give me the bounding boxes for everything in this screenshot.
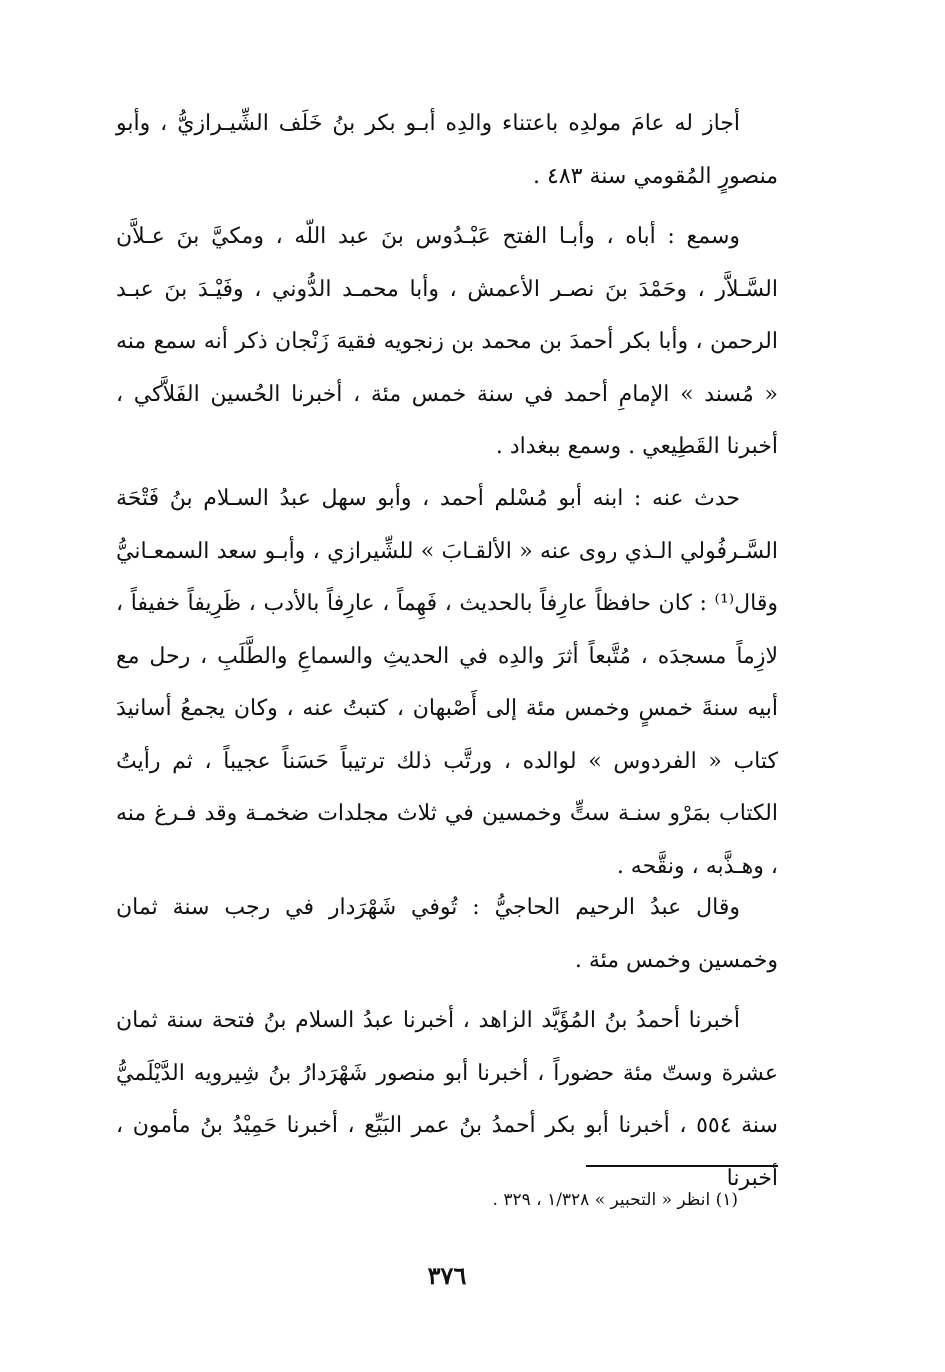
paragraph-samaa: وسمع : أباه ، وأبـا الفتح عَبْـدُوس بنَ عبد اللّه ، ومكيَّ بنَ عـلاَّن السَّـلاَّر ، وحَمْدَ بنَ نصـر الأعمش ، وأبا محمـد الدُّوني ، وفَيْـدَ بنَ عبـد الرحمن ، وأبا بكر أحمدَ بن محمد بن زنجويه فقيهَ زَنْجان ذكر أنه سمع منه « مُسند » الإمامِ أحمد في سنة خمس مئة ، أخبرنا الحُسين الفَلاَّكي ، أخبرنا القَطِيعي . وسمع ببغداد . [116,224,778,459]
footnote-divider [586,1165,778,1167]
paragraph-isnad: أخبرنا أحمدُ بنُ المُؤَيَّد الزاهد ، أخبرنا عبدُ السلام بنُ فتحة سنة ثمان عشرة وستّ مئة حضوراً ، أخبرنا أبو منصور شَهْرَدارُ بنُ شِيرويه الدَّيْلَميُّ سنة ٥٥٤ ، أخبرنا أبو بكر أحمدُ بنُ عمر البَيِّع ، أخبرنا حَمِيْدُ بنُ مأمون ، أخبرنا [116,1008,778,1191]
paragraph-ijaza: أجاز له عامَ مولدِه باعتناء والدِه أبـو بكر بنُ خَلَف الشِّيـرازيُّ ، وأبو منصورٍ المُقومي سنة ٤٨٣ . [116,111,778,189]
paragraph-wafat: وقال عبدُ الرحيم الحاجيُّ : تُوفي شَهْرَدار في رجب سنة ثمان وخمسين وخمس مئة . [116,895,778,973]
page-number: ٣٧٦ [427,1261,467,1290]
footnote: (١) انظر « التحبير » ١/٣٢٨ ، ٣٢٩ . [492,1190,738,1210]
book-page [116,98,778,1338]
paragraph-haddatha: حدث عنه : ابنه أبو مُسْلم أحمد ، وأبو سهل عبدُ السـلام بنُ فَتْحَة السَّـرفُولي الـذي روى عنه « الألقـابَ » للشِّيرازي ، وأبـو سعد السمعـانيُّ وقال⁽¹⁾ : كان حافظاً عارِفاً بالحديث ، فَهِماً ، عارِفاً بالأدب ، ظَرِيفاً خفيفاً ، لازِماً مسجدَه ، مُتَّبعاً أثرَ والدِه في الحديثِ والسماعِ والطَّلَبِ ، رحل مع أبيه سنةَ خمسٍ وخمس مئة إلى أَصْبهان ، كتبتُ عنه ، وكان يجمعُ أسانيدَ كتاب « الفردوس » لوالده ، ورتَّب ذلك ترتيباً حَسَناً عجيباً ، ثم رأيتُ الكتاب بمَرْو سنـة ستٍّ وخمسين في ثلاث مجلدات ضخمـة وقد فـرغ منه ، وهـذَّبه ، ونقَّحه . [116,486,778,879]
